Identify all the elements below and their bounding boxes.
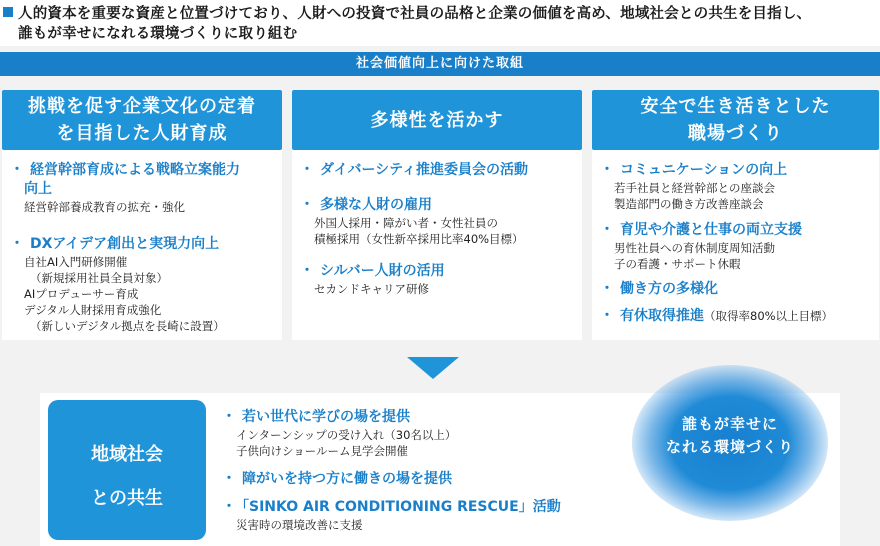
bullet-icon: ・ [600,281,614,297]
list-item [600,307,871,326]
list-item [222,408,456,459]
item-detail: 災害時の環境改善に支援 [236,518,363,532]
item-detail: AIプロデューサー育成 [24,287,139,301]
community-label-line: との共生 [91,488,163,509]
list-item [300,262,574,297]
item-detail: 自社AI入門研修開催 [24,255,128,269]
item-detail: 子の看護・サポート休暇 [614,257,741,271]
item-detail: 男性社員への育休制度周知活動 [614,241,775,255]
bullet-icon: ・ [10,162,24,178]
item-detail: 若手社員と経営幹部との座談会 [614,181,775,195]
goal-circle [632,365,828,521]
column-title [292,90,582,150]
item-detail: 外国人採用・障がい者・女性社員の [314,216,498,230]
bullet-icon: ・ [222,409,236,425]
item-detail: 積極採用（女性新卒採用比率40%目標） [314,232,524,246]
square-bullet-icon [3,7,13,17]
item-heading: ダイバーシティ推進委員会の活動 [320,162,529,178]
item-heading: 働き方の多様化 [620,281,718,297]
list-item [600,221,871,272]
column-safe-workplace [592,90,879,340]
item-heading: 若い世代に学びの場を提供 [242,409,410,425]
item-heading: 「SINKO AIR CONDITIONING RESCUE」活動 [242,499,561,515]
column-title [2,90,282,150]
item-heading: 多様な人財の雇用 [320,197,432,213]
item-detail: セカンドキャリア研修 [314,282,429,296]
header-line-2: 誰もが幸せになれる環境づくりに取り組む [18,26,298,42]
item-heading: DXアイデア創出と実現力向上 [30,236,220,252]
bullet-icon: ・ [300,263,314,279]
item-heading: 育児や介護と仕事の両立支援 [620,222,802,238]
community-label-line: 地域社会 [91,444,163,465]
list-item [10,161,274,215]
list-item [600,161,871,212]
bullet-icon: ・ [600,222,614,238]
banner: 社会価値向上に向けた取組 [0,52,880,76]
bullet-icon: ・ [10,236,24,252]
list-item [222,498,561,533]
item-detail: デジタル人財採用育成強化 [24,303,162,317]
column-title-line: を目指した人財育成 [56,123,228,144]
list-item [222,470,452,489]
item-heading: 経営幹部育成による戦略立案能力 [30,162,240,178]
item-detail: （新しいデジタル拠点を長崎に設置） [30,319,225,333]
bullet-icon: ・ [222,499,236,515]
goal-line: なれる環境づくり [665,438,794,456]
column-title-line: 多様性を活かす [370,109,504,131]
item-heading: 有休取得推進 [620,308,704,324]
list-item [10,235,274,334]
bullet-icon: ・ [300,162,314,178]
column-title [592,90,879,150]
item-heading-cont: 向上 [24,181,52,197]
item-heading: 障がいを持つ方に働きの場を提供 [242,471,452,487]
header-line-1: 人的資本を重要な資産と位置づけており、人財への投資で社員の品格と企業の価値を高め、地域社会との共生を目指し、 [18,6,812,22]
bullet-icon: ・ [300,197,314,213]
item-detail: 子供向けショールーム見学会開催 [236,444,409,458]
column-title-line: 挑戦を促す企業文化の定着 [28,96,256,117]
item-heading: シルバー人財の活用 [320,263,445,279]
bullet-icon: ・ [222,471,236,487]
goal-line: 誰もが幸せに [681,415,778,433]
list-item [600,280,871,299]
header [0,0,880,46]
item-detail: （新規採用社員全員対象） [30,271,168,285]
item-detail: インターンシップの受け入れ（30名以上） [236,428,457,442]
bullet-icon: ・ [600,308,614,324]
item-heading: コミュニケーションの向上 [620,162,788,178]
item-note: （取得率80%以上目標） [704,309,834,323]
list-item [300,161,574,180]
column-title-line: 安全で生き活きとした [640,96,831,117]
column-talent-development [2,90,282,340]
item-detail: 経営幹部養成教育の拡充・強化 [24,200,185,214]
bullet-icon: ・ [600,162,614,178]
list-item [300,196,574,247]
column-diversity [292,90,582,340]
down-arrow-icon [407,357,459,379]
community-label-box [48,400,206,540]
item-detail: 製造部門の働き方改善座談会 [614,197,764,211]
column-title-line: 職場づくり [688,123,783,144]
